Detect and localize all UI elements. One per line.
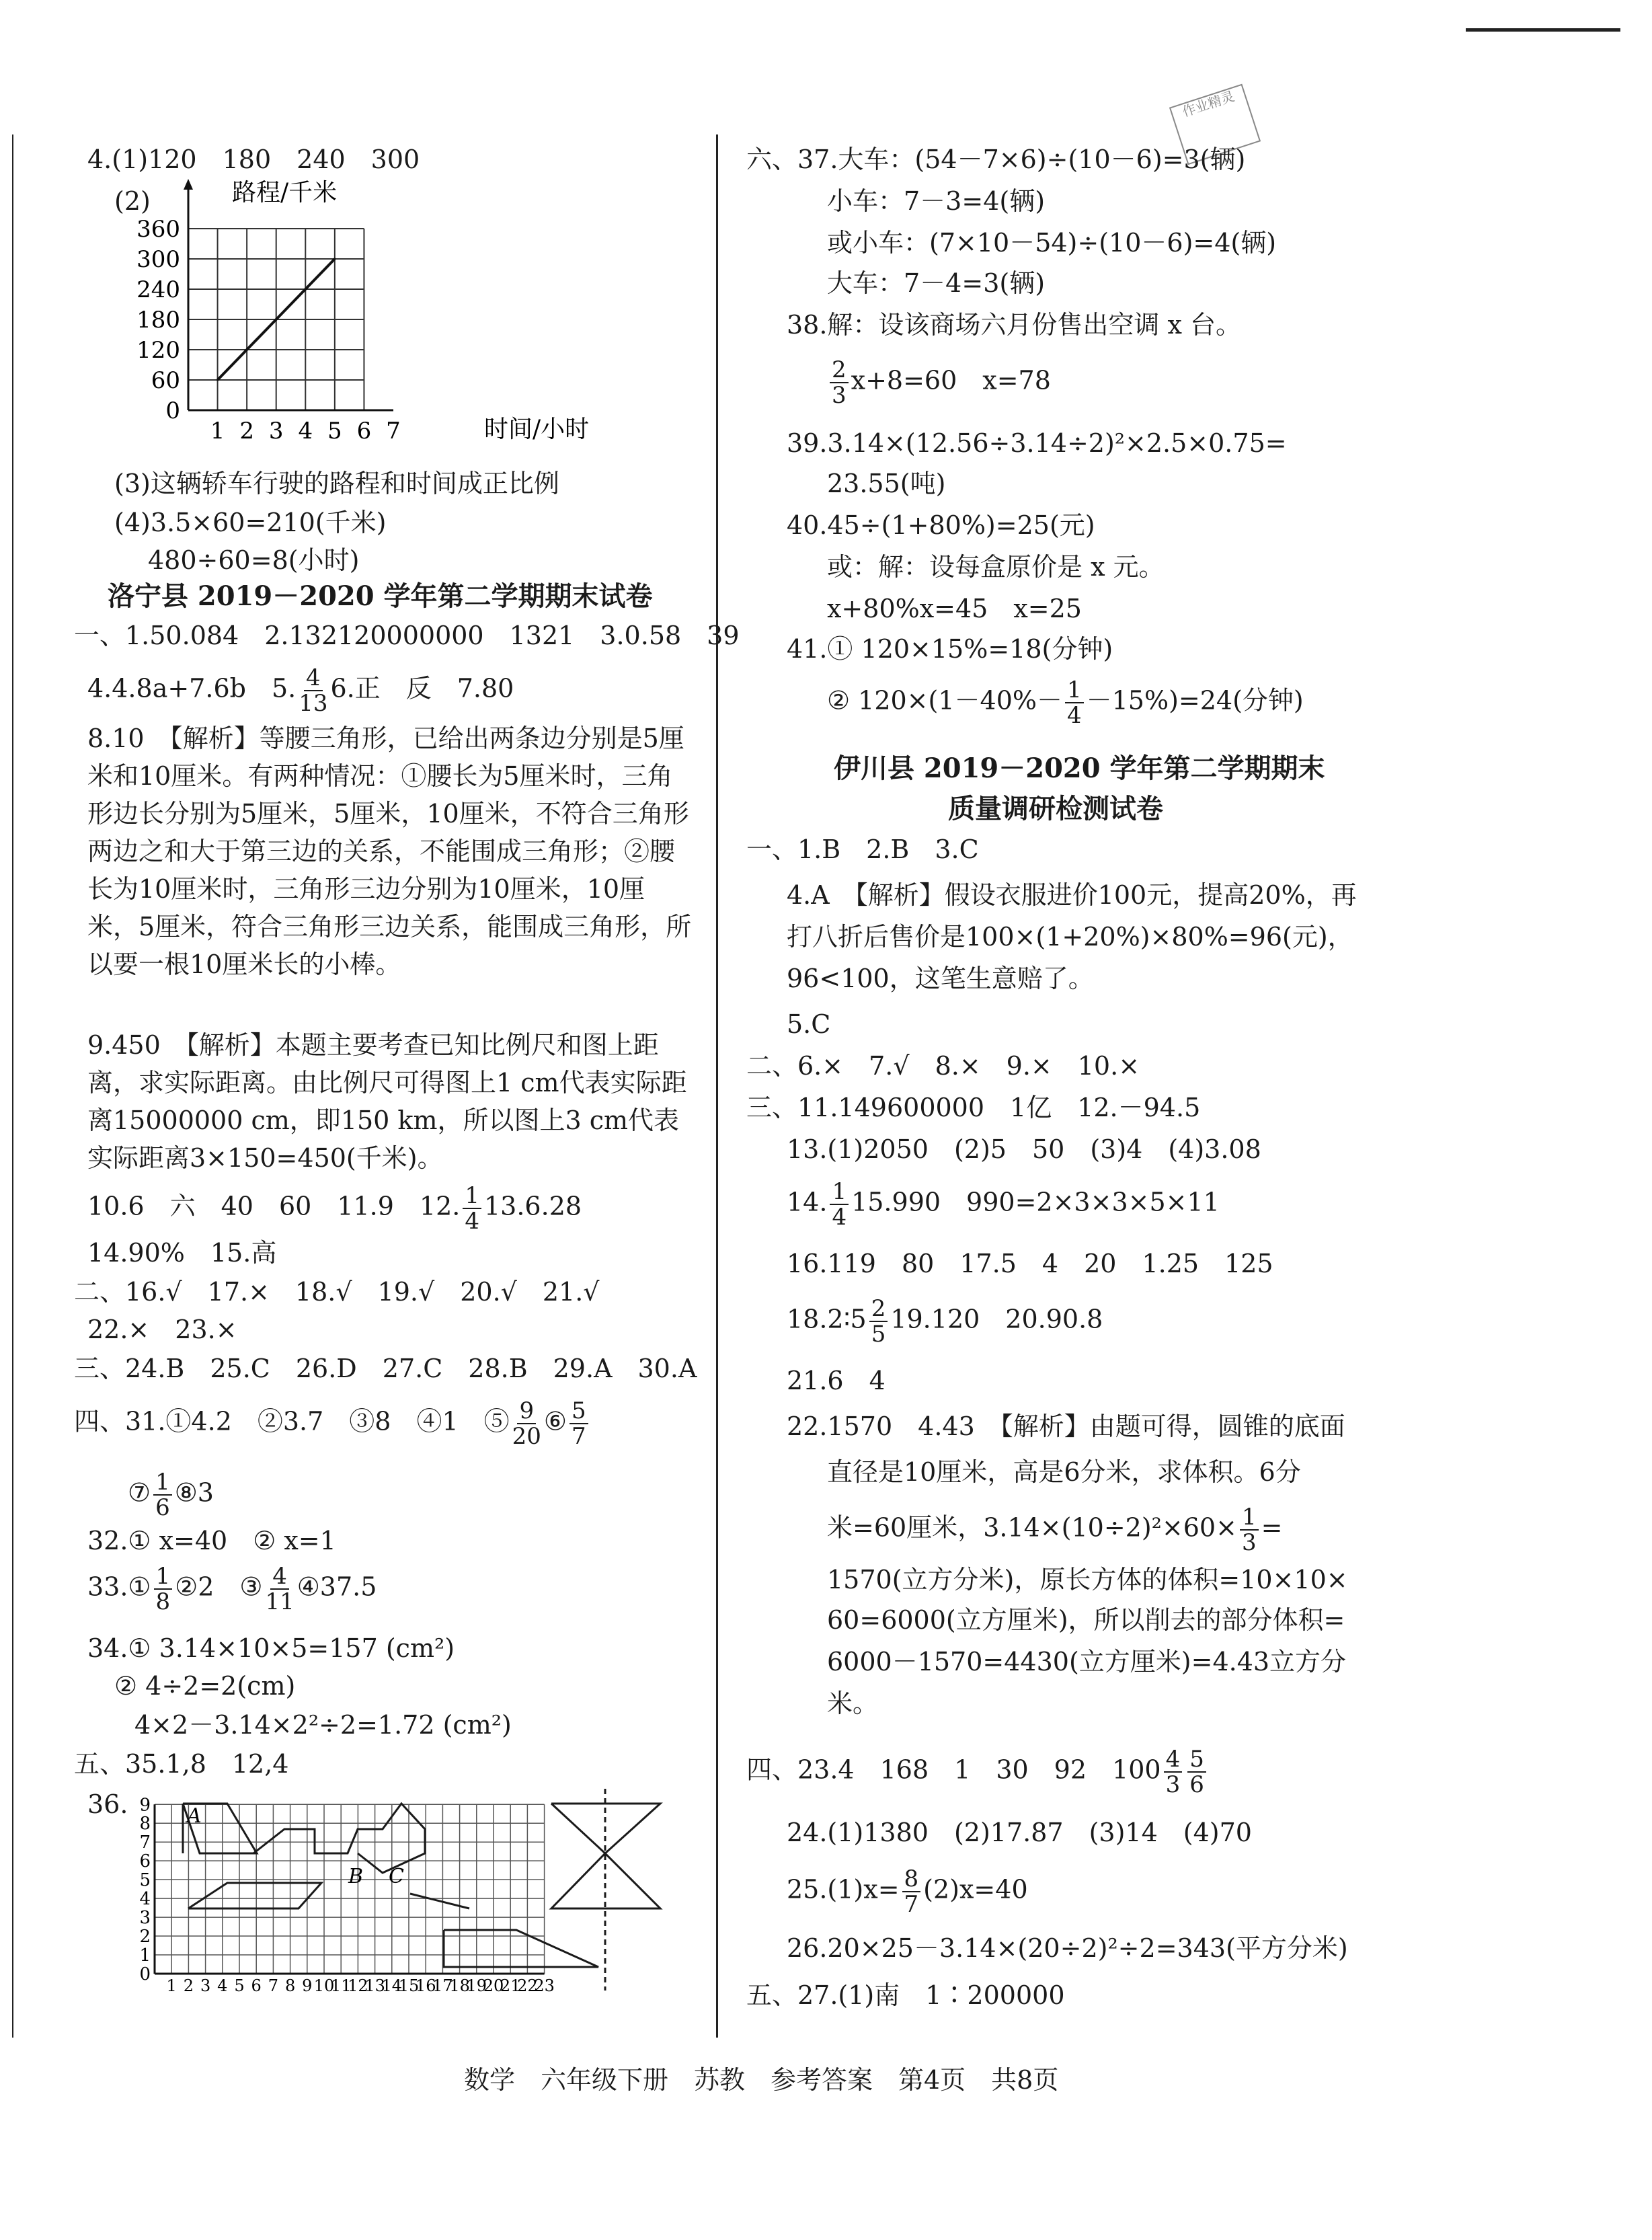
answer-24-30: 三、24.B 25.C 26.D 27.C 28.B 29.A 30.A bbox=[74, 1354, 697, 1383]
x-tick-label: 7 bbox=[386, 418, 401, 445]
grid36-xlabel: 8 bbox=[284, 1976, 296, 1995]
grid36-xlabel: 12 bbox=[348, 1976, 368, 1995]
answer-39-a: 39.3.14×(12.56÷3.14÷2)²×2.5×0.75= bbox=[787, 428, 1287, 458]
fraction: $\frac{2}{3}$ bbox=[830, 358, 849, 408]
answer-40-b: 或：解：设每盒原价是 x 元。 bbox=[827, 552, 1165, 582]
y-tick-label: 180 bbox=[136, 307, 180, 334]
x-tick-label: 5 bbox=[327, 418, 342, 445]
section-title-luoning: 洛宁县 2019－2020 学年第二学期期末试卷 bbox=[108, 580, 653, 612]
answer-b27: 五、27.(1)南 1∶200000 bbox=[746, 1980, 1065, 2010]
y-tick-label: 240 bbox=[136, 276, 180, 303]
section-title-yichuan-1: 伊川县 2019－2020 学年第二学期期末 bbox=[834, 752, 1325, 784]
answer-10-13: 10.6 六 40 60 11.9 12. $\frac{1}{4}$ 13.6.28 bbox=[87, 1182, 582, 1235]
answer-b4: 4.A 【解析】假设衣服进价100元，提高20%，再打八折后售价是100×(1+20%)×80%=96(元)，96<100，这笔生意赔了。 bbox=[787, 880, 1357, 993]
answer-39-b: 23.55(吨) bbox=[827, 469, 946, 498]
fraction: $\frac{4}{11}$ bbox=[265, 1563, 294, 1615]
grid36-xlabel: 20 bbox=[483, 1976, 504, 1995]
answer-38-b: $\frac{2}{3}$ x+8=60 x=78 bbox=[827, 358, 1051, 408]
answer-b22-a: 22.1570 4.43 【解析】由题可得，圆锥的底面 bbox=[787, 1412, 1345, 1441]
answer-41-a: 41.① 120×15%=18(分钟) bbox=[787, 634, 1113, 664]
data-point bbox=[275, 319, 277, 321]
grid36-xlabel: 9 bbox=[302, 1976, 313, 1995]
data-point bbox=[246, 349, 248, 351]
fraction: $\frac{1}{4}$ bbox=[463, 1184, 481, 1233]
grid36-ylabel: 9 bbox=[139, 1795, 151, 1816]
grid36-xlabel: 11 bbox=[330, 1976, 352, 1995]
q4-line3: (3)这辆轿车行驶的路程和时间成正比例 bbox=[114, 469, 559, 498]
y-tick-label: 60 bbox=[151, 367, 180, 394]
grid36-xlabel: 21 bbox=[500, 1976, 521, 1995]
grid36-lines bbox=[155, 1804, 545, 1974]
answer-37-b: 小车：7－3=4(辆) bbox=[827, 186, 1046, 216]
answer-b13: 13.(1)2050 (2)5 50 (3)4 (4)3.08 bbox=[787, 1134, 1261, 1164]
fraction: $\frac{2}{5}$ bbox=[869, 1297, 888, 1346]
grid36-xlabel: 23 bbox=[534, 1976, 555, 1995]
grid36-ylabel: 7 bbox=[139, 1832, 151, 1853]
fraction: $\frac{8}{7}$ bbox=[902, 1867, 921, 1917]
answer-9: 9.450 【解析】本题主要考查已知比例尺和图上距离，求实际距离。由比例尺可得图上1 cm代表实际距离15000000 cm，即150 km，所以图上3 cm代表实际距离3×150=450(千米)。 bbox=[87, 1030, 687, 1173]
answer-b6-10: 二、6.× 7.√ 8.× 9.× 10.× bbox=[746, 1051, 1140, 1081]
stamp-logo: 作业精灵 bbox=[1169, 84, 1261, 165]
answer-b22-c: 米=60厘米，3.14×(10÷2)²×60× $\frac{1}{3}$ = bbox=[827, 1504, 1283, 1556]
data-point bbox=[217, 379, 219, 381]
answer-b22-e: 60=6000(立方厘米)，所以削去的部分体积= bbox=[827, 1605, 1345, 1635]
grid36-xlabel: 19 bbox=[466, 1976, 487, 1995]
grid36-xlabel: 13 bbox=[364, 1976, 385, 1995]
grid36-xlabel: 7 bbox=[268, 1976, 279, 1995]
answer-22-23: 22.× 23.× bbox=[87, 1315, 237, 1344]
q4-line4: (4)3.5×60=210(千米) bbox=[114, 508, 387, 537]
trapezoid-lower bbox=[444, 1930, 598, 1967]
answer-b1-3: 一、1.B 2.B 3.C bbox=[746, 835, 979, 864]
q4-line1: 4.(1)120 180 240 300 bbox=[87, 145, 420, 174]
answer-14-15: 14.90% 15.高 bbox=[87, 1238, 277, 1268]
fraction: $\frac{1}{6}$ bbox=[153, 1470, 172, 1520]
fraction: $\frac{1}{8}$ bbox=[154, 1564, 173, 1614]
x-tick-label: 6 bbox=[356, 418, 372, 445]
answer-16-21: 二、16.√ 17.× 18.√ 19.√ 20.√ 21.√ bbox=[74, 1277, 600, 1307]
answer-31: 四、31.①4.2 ②3.7 ③8 ④1 ⑤ $\frac{9}{20}$ ⑥ $\frac{5}{7}$ bbox=[74, 1399, 591, 1449]
answer-b26: 26.20×25－3.14×(20÷2)²÷2=343(平方分米) bbox=[787, 1933, 1348, 1963]
answer-b24: 24.(1)1380 (2)17.87 (3)14 (4)70 bbox=[787, 1818, 1252, 1847]
answer-32: 32.① x=40 ② x=1 bbox=[87, 1526, 336, 1555]
q4-line5: 480÷60=8(小时) bbox=[148, 545, 360, 575]
answer-37-a: 六、37.大车：(54－7×6)÷(10－6)=3(辆) bbox=[746, 145, 1246, 174]
parallelogram-lower bbox=[188, 1883, 321, 1908]
answer-b22-d: 1570(立方分米)，原长方体的体积=10×10× bbox=[827, 1565, 1348, 1594]
distance-time-chart bbox=[101, 179, 612, 464]
transformation-grid bbox=[134, 1789, 713, 1995]
fraction: $\frac{5}{6}$ bbox=[1187, 1747, 1206, 1797]
answer-4-7: 4.4.8a+7.6b 5. $\frac{4}{13}$ 6.正 反 7.80 bbox=[87, 664, 514, 717]
q4-line2: (2) bbox=[114, 186, 151, 216]
x-tick-label: 3 bbox=[268, 418, 284, 445]
x-tick-label: 4 bbox=[298, 418, 313, 445]
grid36-xlabel: 6 bbox=[251, 1976, 262, 1995]
grid36-xlabel: 14 bbox=[381, 1976, 403, 1995]
answer-b22-g: 米。 bbox=[827, 1689, 879, 1718]
grid36-shapes bbox=[183, 1804, 660, 1967]
grid36-xlabel: 10 bbox=[313, 1976, 335, 1995]
answer-b21: 21.6 4 bbox=[787, 1366, 886, 1395]
answer-1-3: 一、1.50.084 2.132120000000 1321 3.0.58 39 bbox=[74, 621, 740, 650]
grid36-xlabel: 16 bbox=[415, 1976, 436, 1995]
answer-38-a: 38.解：设该商场六月份售出空调 x 台。 bbox=[787, 310, 1242, 340]
column-divider bbox=[716, 134, 718, 2038]
answer-36-label: 36. bbox=[87, 1789, 128, 1819]
answer-34-c: 4×2－3.14×2²÷2=1.72 (cm²) bbox=[134, 1710, 512, 1740]
fraction: $\frac{5}{7}$ bbox=[569, 1399, 588, 1449]
y-axis-arrow bbox=[184, 179, 193, 190]
answer-40-c: x+80%x=45 x=25 bbox=[827, 594, 1082, 623]
grid36-ylabel: 5 bbox=[139, 1870, 151, 1891]
answer-34-a: 34.① 3.14×10×5=157 (cm²) bbox=[87, 1633, 455, 1663]
grid36-xlabel: 1 bbox=[166, 1976, 177, 1995]
chart-title: 路程/千米 bbox=[232, 179, 338, 206]
y-tick-label: 300 bbox=[136, 246, 180, 273]
shape-b bbox=[253, 1804, 425, 1873]
answer-b25: 25.(1)x= $\frac{8}{7}$ (2)x=40 bbox=[787, 1865, 1028, 1918]
answer-b16-17: 16.119 80 17.5 4 20 1.25 125 bbox=[787, 1249, 1273, 1278]
page-footer: 数学 六年级下册 苏教 参考答案 第4页 共8页 bbox=[464, 2065, 1059, 2095]
grid36-xlabel: 15 bbox=[398, 1976, 420, 1995]
answer-b22-b: 直径是10厘米，高是6分米，求体积。6分 bbox=[827, 1457, 1301, 1487]
answer-37-d: 大车：7－4=3(辆) bbox=[827, 268, 1046, 298]
answer-b23: 四、23.4 168 1 30 92 100 $\frac{4}{3}$ $\frac{5}{6}$ bbox=[746, 1747, 1209, 1797]
grid36-ylabel: 8 bbox=[139, 1814, 151, 1835]
grid36-xlabel: 22 bbox=[517, 1976, 538, 1995]
answer-37-c: 或小车：(7×10－54)÷(10－6)=4(辆) bbox=[827, 228, 1277, 258]
grid36-ylabel: 0 bbox=[139, 1964, 151, 1984]
grid36-ylabel: 6 bbox=[139, 1851, 151, 1872]
x-tick-label: 1 bbox=[210, 418, 225, 445]
fraction: $\frac{9}{20}$ bbox=[512, 1397, 541, 1450]
data-point bbox=[333, 258, 336, 260]
shape-c-line bbox=[410, 1894, 469, 1908]
grid36-xlabel: 3 bbox=[200, 1976, 211, 1995]
grid36-ylabel: 3 bbox=[139, 1908, 151, 1929]
grid36-labels bbox=[139, 1795, 554, 1995]
grid36-xlabel: 4 bbox=[217, 1976, 228, 1995]
grid36-xlabel: 18 bbox=[449, 1976, 470, 1995]
label-a: A bbox=[187, 1804, 202, 1828]
answer-31-b: ⑦ $\frac{1}{6}$ ⑧3 bbox=[128, 1469, 214, 1521]
answer-40-a: 40.45÷(1+80%)=25(元) bbox=[787, 510, 1095, 540]
label-b: B bbox=[348, 1865, 364, 1888]
answer-35: 五、35.1,8 12,4 bbox=[74, 1749, 289, 1779]
fraction: $\frac{4}{13}$ bbox=[299, 664, 328, 717]
section-title-yichuan-2: 质量调研检测试卷 bbox=[948, 793, 1163, 824]
data-point bbox=[305, 288, 307, 291]
answer-34-b: ② 4÷2=2(cm) bbox=[114, 1671, 296, 1701]
grid36-ylabel: 2 bbox=[139, 1927, 151, 1947]
answer-b18-20: 18.2∶5 $\frac{2}{5}$ 19.120 20.90.8 bbox=[787, 1295, 1103, 1348]
answer-8: 8.10 【解析】等腰三角形，已给出两条边分别是5厘米和10厘米。有两种情况：①腰长为5厘米时，三角形边长分别为5厘米，5厘米，10厘米，不符合三角形两边之和大于第三边的关系，不能围成三角形；②腰长为10厘米时，三角形三边分别为10厘米，10厘米，5厘米，符合三角形三边关系，能围成三角形，所以要一根10厘米长的小棒。 bbox=[87, 724, 692, 979]
answer-b5: 5.C bbox=[787, 1009, 831, 1039]
chart-grid bbox=[184, 179, 393, 410]
fraction: $\frac{1}{3}$ bbox=[1240, 1505, 1259, 1555]
grid36-ylabel: 1 bbox=[139, 1945, 151, 1966]
grid36-xlabel: 5 bbox=[234, 1976, 245, 1995]
chart-xlabel: 时间/小时 bbox=[484, 416, 590, 443]
fraction: $\frac{4}{3}$ bbox=[1164, 1747, 1183, 1797]
fraction: $\frac{1}{4}$ bbox=[1065, 678, 1084, 728]
grid36-xlabel: 17 bbox=[432, 1976, 453, 1995]
grid36-ylabel: 4 bbox=[139, 1889, 151, 1910]
y-tick-label: 120 bbox=[136, 337, 180, 364]
y-tick-label: 360 bbox=[136, 216, 180, 243]
x-tick-label: 2 bbox=[239, 418, 254, 445]
left-margin-line bbox=[12, 134, 13, 2038]
answer-41-b: ② 120×(1－40%－ $\frac{1}{4}$ －15%)=24(分钟) bbox=[827, 677, 1304, 729]
answer-33: 33.① $\frac{1}{8}$ ②2 ③ $\frac{4}{11}$ ④37.5 bbox=[87, 1563, 377, 1615]
fraction: $\frac{1}{4}$ bbox=[830, 1180, 849, 1229]
grid36-xlabel: 2 bbox=[183, 1976, 194, 1995]
y-tick-label: 0 bbox=[165, 397, 180, 424]
answer-b22-f: 6000－1570=4430(立方厘米)=4.43立方分 bbox=[827, 1647, 1347, 1676]
answer-b14-15: 14. $\frac{1}{4}$ 15.990 990=2×3×3×5×11 bbox=[787, 1178, 1220, 1231]
label-c: C bbox=[389, 1865, 404, 1888]
top-rule bbox=[1466, 28, 1620, 32]
answer-b11-12: 三、11.149600000 1亿 12.－94.5 bbox=[746, 1093, 1201, 1122]
